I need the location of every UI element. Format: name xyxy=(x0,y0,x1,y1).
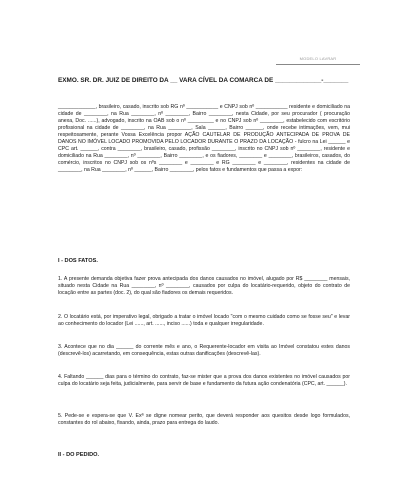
fact-paragraph-5: 5. Pede-se e espera-se que V. Exª se digne nomear perito, que deverá responder aos quesitos desde logo formulados, constantes do rol abaixo, fixando, ainda, prazo para entrega do laudo. xyxy=(58,413,350,426)
intro-paragraph: _____________, brasileiro, casado, inscrito sob RG nº ___________ e CNPJ sob nº ___________ residente e domiciliado na cidade de ________, na Rua ________, nº ________, Bairro ________, nesta Cidade, por seu procurador ( procuração anexa, Doc. ......), advogado, inscrito na OAB sob o nº _________ e no CNPJ sob nº ________, estabelecido com escritório profissional na cidade de ________, na Rua ________, Sala ______, Bairro ______, onde recebe intimações, vem, mui respeitosamente, perante Vossa Excelência propor AÇÃO CAUTELAR DE PRODUÇÃO ANTECIPADA DE PROVA DE DANOS NO IMÓVEL LOCADO PROMOVIDA PELO LOCADOR DURANTE O PRAZO DA LOCAÇÃO - fulcro na Lei ______ e CPC art. ______, contra ________, brasileiro, casado, profissão ________, inscrito no CNPJ sob nº ________, residente e domiciliado na Rua ________, nº ________, Bairro ________, e os fiadores, ________ e ________, brasileiros, casados, do comércio, inscritos no CNPJ sob os nºs ________ e ________ e RG ________ e ________, residentes na cidade de ________, na Rua ________, nº ______, Bairro ________, pelos fatos e fundamentos que passa a expor: xyxy=(58,104,350,173)
fact-paragraph-2: 2. O locatário está, por imperativo legal, obrigado a tratar o imóvel locado "com o mesmo cuidado como se fosse seu" e levar ao conhecimento do locador (Lei ......, art. ......, inciso ......) toda e qualquer irregularidade. xyxy=(58,314,350,327)
court-heading: EXMO. SR. DR. JUIZ DE DIREITO DA __ VARA CÍVEL DA COMARCA DE _____________-_______ xyxy=(58,77,349,84)
section-title-facts: I - DOS FATOS. xyxy=(58,258,98,264)
fact-paragraph-4: 4. Faltando ______ dias para o término do contrato, faz-se mister que a prova dos danos existentes no imóvel causados por culpa do locatário seja feita, judicialmente, para servir de base e fundamento da futura ação condenatória (CPC, art. ______). xyxy=(58,374,350,387)
fact-paragraph-1: 1. A presente demanda objetiva fazer prova antecipada dos danos causados no imóvel, alugado por R$ ________ mensais, situado nesta Cidade na Rua ________, nº ________, causados por culpa do locatário-requerido, objeto do contrato de locação entre as partes (doc. 2), do qual são fiadores os demais requeridos. xyxy=(58,276,350,296)
fact-paragraph-3: 3. Acontece que no dia ______ do corrente mês e ano, o Requerente-locador em visita ao Imóvel constatou estes danos (descrevê-los) acarretando, em consequência, estas outras danificações (descrevê-las). xyxy=(58,344,350,357)
document-stamp: MODELO LAVRAR xyxy=(276,54,360,65)
section-title-request: II - DO PEDIDO. xyxy=(58,452,100,458)
document-page xyxy=(58,0,358,500)
